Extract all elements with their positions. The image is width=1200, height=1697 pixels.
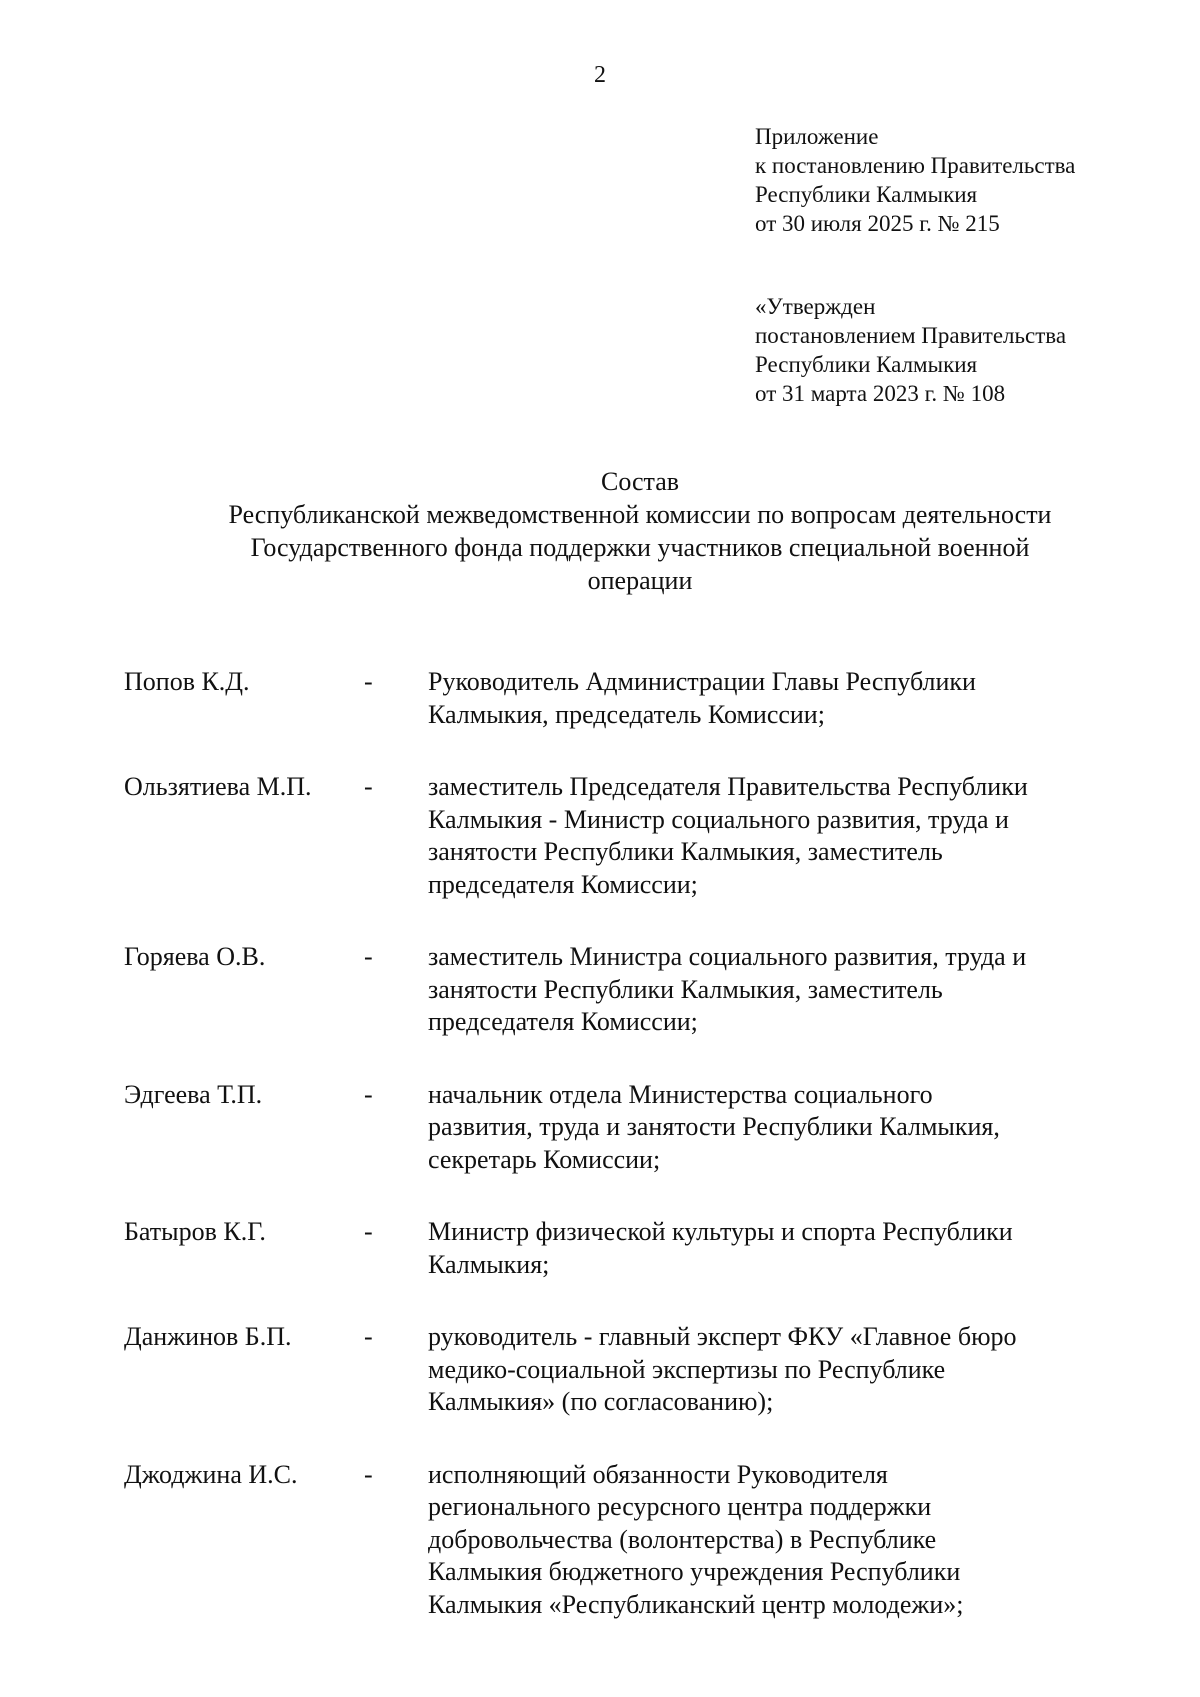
member-row: [124, 771, 1124, 901]
member-role: [428, 1321, 1088, 1419]
member-name: Ользятиева М.П.: [124, 772, 312, 801]
role-line: занятости Республики Калмыкия, заместитель: [428, 974, 943, 1004]
member-row: [124, 1459, 1124, 1622]
appendix-line: Республики Калмыкия: [755, 182, 978, 207]
role-line: начальник отдела Министерства социального: [428, 1079, 933, 1109]
role-line: руководитель - главный эксперт ФКУ «Главное бюро: [428, 1322, 1017, 1351]
approved-line: постановлением Правительства: [755, 323, 1067, 348]
member-role: [428, 666, 1088, 731]
appendix-block: [755, 122, 1075, 238]
member-role: [428, 941, 1088, 1039]
role-line: заместитель Председателя Правительства Республики: [428, 772, 1028, 801]
approved-line: «Утвержден: [755, 294, 876, 319]
member-dash: -: [364, 667, 373, 696]
member-dash: -: [364, 1459, 373, 1489]
member-dash: -: [364, 942, 373, 971]
member-row: [124, 1079, 1124, 1177]
role-line: Калмыкия;: [428, 1249, 550, 1279]
member-row: [124, 1321, 1124, 1419]
member-row: [124, 941, 1124, 1039]
role-line: Калмыкия - Министр социального развития, труда и: [428, 804, 1009, 834]
member-name: Джоджина И.С.: [124, 1459, 298, 1489]
member-dash: -: [364, 772, 373, 801]
appendix-line: от 30 июля 2025 г. № 215: [755, 211, 1000, 236]
document-title: [160, 465, 1120, 597]
role-line: Калмыкия «Республиканский центр молодежи»;: [428, 1589, 964, 1619]
member-role: [428, 1216, 1088, 1281]
approved-block: [755, 292, 1066, 408]
role-line: Руководитель Администрации Главы Республики: [428, 667, 976, 696]
role-line: Калмыкия бюджетного учреждения Республики: [428, 1557, 961, 1586]
member-role: [428, 771, 1088, 901]
role-line: медико-социальной экспертизы по Республике: [428, 1354, 946, 1384]
member-dash: -: [364, 1079, 373, 1109]
role-line: развития, труда и занятости Республики Калмыкия,: [428, 1112, 1000, 1141]
role-line: Калмыкия, председатель Комиссии;: [428, 699, 825, 729]
member-name: Данжинов Б.П.: [124, 1322, 292, 1351]
members-list: [124, 666, 1124, 1621]
page-number: 2: [594, 62, 606, 88]
title-line: Республиканской межведомственной комиссии по вопросам деятельности: [228, 500, 1052, 529]
role-line: регионального ресурсного центра поддержки: [428, 1492, 932, 1521]
role-line: председателя Комиссии;: [428, 1007, 698, 1036]
member-dash: -: [364, 1322, 373, 1351]
role-line: добровольчества (волонтерства) в Республике: [428, 1524, 937, 1554]
role-line: исполняющий обязанности Руководителя: [428, 1459, 888, 1489]
approved-line: Республики Калмыкия: [755, 352, 978, 377]
title-line: операции: [587, 566, 693, 595]
approved-line: от 31 марта 2023 г. № 108: [755, 381, 1006, 406]
member-name: Попов К.Д.: [124, 667, 250, 696]
member-role: [428, 1459, 1088, 1622]
role-line: секретарь Комиссии;: [428, 1144, 661, 1174]
title-line: Состав: [600, 467, 680, 496]
role-line: занятости Республики Калмыкия, заместитель: [428, 837, 943, 866]
role-line: председателя Комиссии;: [428, 869, 698, 899]
role-line: заместитель Министра социального развития, труда и: [428, 942, 1027, 971]
appendix-line: Приложение: [755, 124, 879, 149]
member-row: [124, 1216, 1124, 1281]
member-row: [124, 666, 1124, 731]
title-line: Государственного фонда поддержки участников специальной военной: [250, 533, 1030, 562]
member-dash: -: [364, 1217, 373, 1246]
member-role: [428, 1079, 1088, 1177]
appendix-line: к постановлению Правительства: [755, 153, 1076, 178]
member-name: Батыров К.Г.: [124, 1217, 266, 1246]
role-line: Калмыкия» (по согласованию);: [428, 1387, 774, 1416]
member-name: Горяева О.В.: [124, 942, 266, 971]
role-line: Министр физической культуры и спорта Республики: [428, 1217, 1013, 1246]
member-name: Эдгеева Т.П.: [124, 1079, 263, 1109]
